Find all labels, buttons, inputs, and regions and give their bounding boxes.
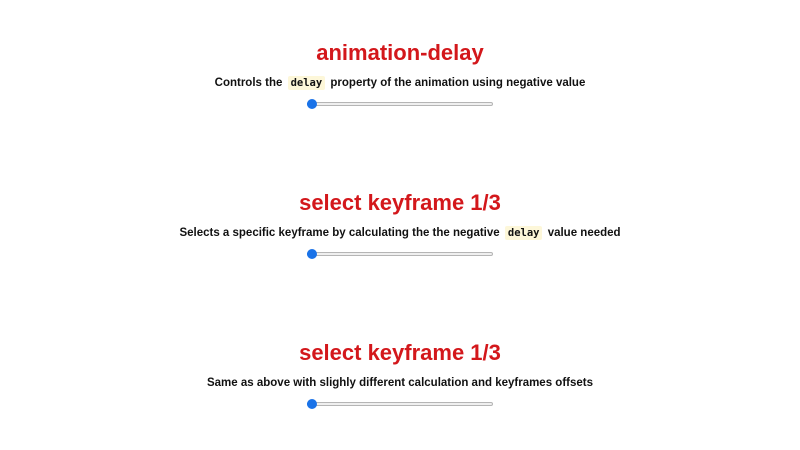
section-description — [0, 75, 800, 91]
section-description — [0, 225, 800, 241]
select-keyframe-slider-2[interactable] — [307, 398, 493, 410]
description-text-after: property of the animation using negative value — [330, 77, 586, 89]
slider-thumb[interactable] — [307, 99, 317, 109]
section-title: animation-delay — [316, 40, 484, 65]
select-keyframe-slider-1[interactable] — [307, 248, 493, 260]
section-title: select keyframe 1/3 — [299, 190, 501, 215]
slider-track[interactable] — [307, 102, 493, 106]
delay-code: delay — [505, 226, 543, 240]
slider-track[interactable] — [307, 402, 493, 406]
animation-delay-slider[interactable] — [307, 98, 493, 110]
select-keyframe-section-2 — [0, 340, 800, 410]
description-text-before: Controls the — [214, 77, 283, 89]
section-title: select keyframe 1/3 — [299, 340, 501, 365]
select-keyframe-section-1 — [0, 190, 800, 260]
animation-delay-section — [0, 40, 800, 110]
delay-code: delay — [288, 76, 326, 90]
description-text: Same as above with slighly different calculation and keyframes offsets — [206, 377, 593, 389]
section-description — [0, 375, 800, 391]
slider-track[interactable] — [307, 252, 493, 256]
description-text-before: Selects a specific keyframe by calculating the the negative — [179, 227, 500, 239]
slider-thumb[interactable] — [307, 399, 317, 409]
description-text-after: value needed — [547, 227, 621, 239]
slider-thumb[interactable] — [307, 249, 317, 259]
